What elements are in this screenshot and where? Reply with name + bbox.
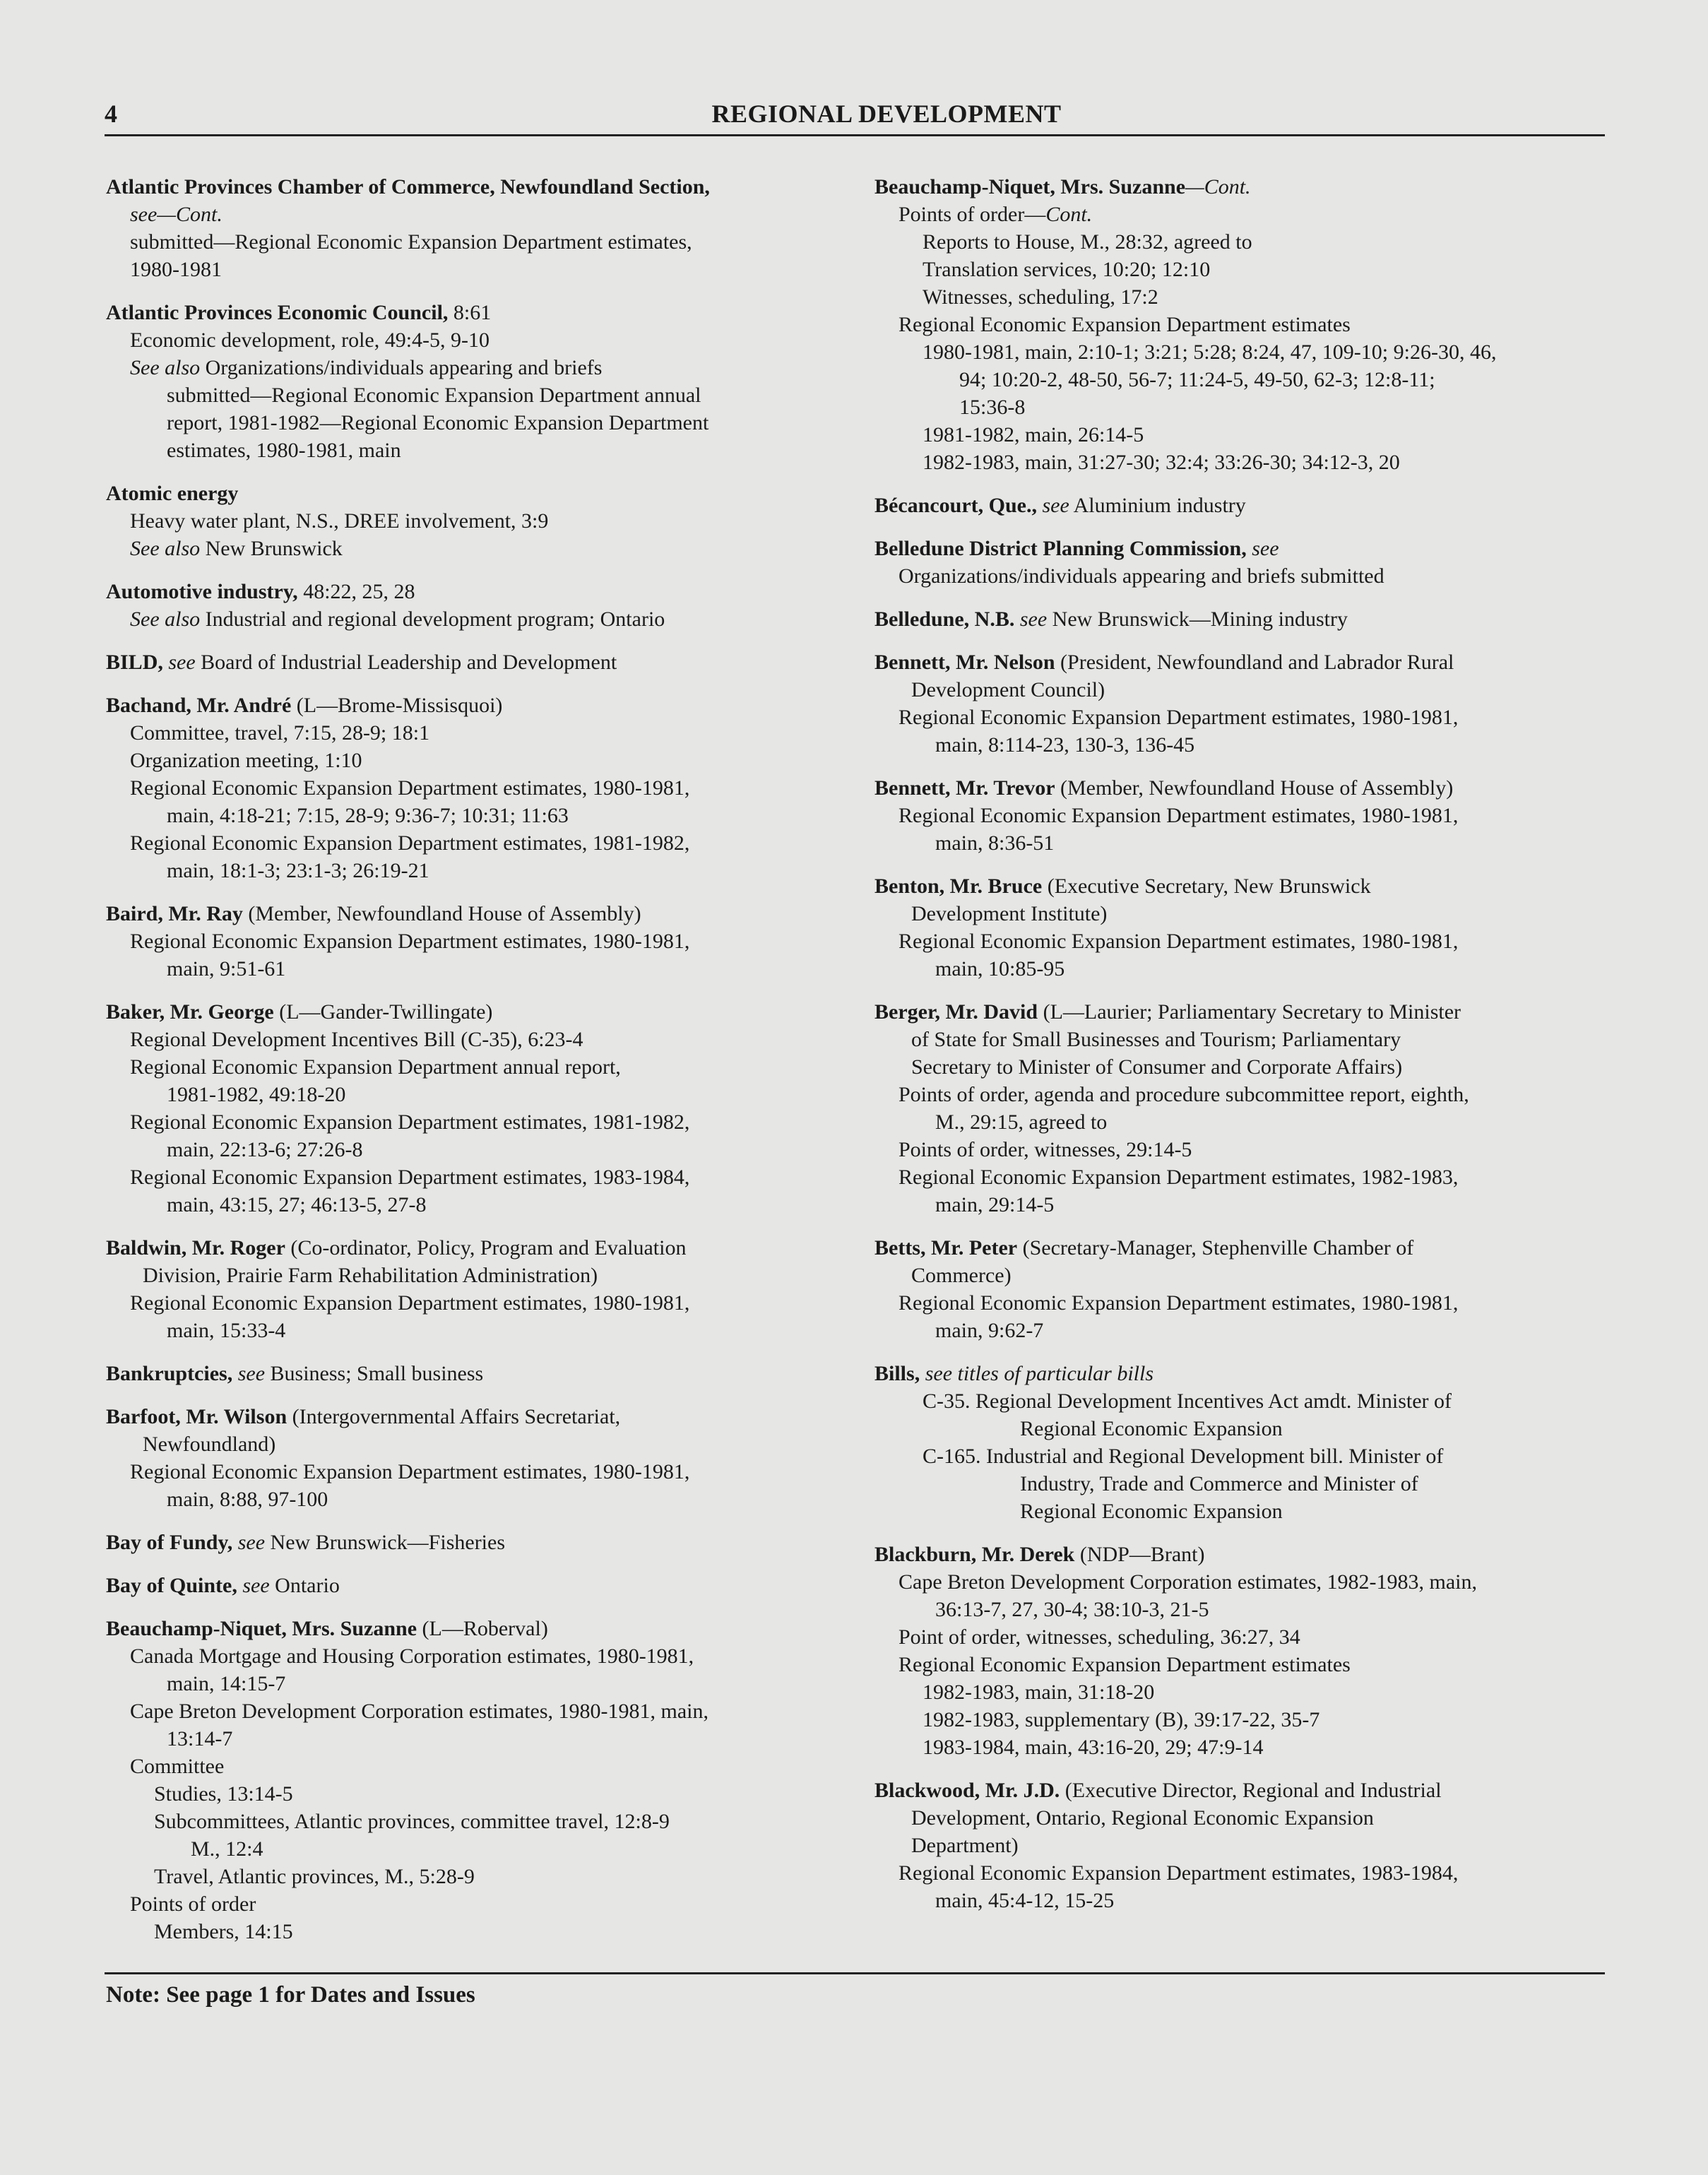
entry-text: Point of order, witnesses, scheduling, 36:27, 34 [899, 1625, 1300, 1649]
heading-term: BILD, [106, 651, 163, 674]
entry-text: main, 29:14-5 [935, 1193, 1055, 1216]
index-subentry [106, 1835, 819, 1863]
index-subentry [106, 1262, 819, 1289]
entry-text: (L—Laurier; Parliamentary Secretary to Minister [1038, 1000, 1461, 1024]
entry-text: submitted—Regional Economic Expansion Department estimates, [130, 230, 692, 254]
index-subentry [874, 676, 1588, 704]
index-subentry [106, 228, 819, 256]
entry-text: Members, 14:15 [154, 1920, 293, 1943]
index-entry [874, 1541, 1588, 1761]
index-heading [874, 1541, 1588, 1568]
heading-term: Baldwin, Mr. Roger [106, 1236, 285, 1260]
index-entry [106, 1360, 819, 1387]
index-subentry [106, 1458, 819, 1486]
heading-term: Bennett, Mr. Trevor [874, 776, 1055, 800]
entry-text: Newfoundland) [143, 1433, 276, 1456]
cross-reference-label: see [1246, 537, 1279, 560]
index-subentry [106, 409, 819, 437]
heading-term: Berger, Mr. David [874, 1000, 1038, 1024]
index-heading [106, 1572, 819, 1599]
index-subentry [106, 201, 819, 228]
index-entry [874, 605, 1588, 633]
entry-text: 15:36-8 [959, 396, 1026, 419]
running-title: REGIONAL DEVELOPMENT [711, 100, 1062, 128]
entry-text: 94; 10:20-2, 48-50, 56-7; 11:24-5, 49-50, 62-3; 12:8-11; [959, 368, 1435, 391]
index-subentry [874, 1317, 1588, 1344]
entry-text: (Executive Director, Regional and Industrial [1060, 1779, 1442, 1802]
heading-term: Bills, [874, 1362, 920, 1385]
entry-text: Regional Economic Expansion Department estimates, 1980-1981, [130, 1460, 690, 1483]
index-subentry [874, 311, 1588, 338]
entry-text: of State for Small Businesses and Tourism; Parliamentary [911, 1028, 1401, 1051]
entry-text: Development, Ontario, Regional Economic Expansion [911, 1806, 1374, 1830]
index-entry [106, 998, 819, 1219]
entry-text: report, 1981-1982—Regional Economic Expansion Department [167, 411, 709, 434]
index-subentry [874, 1651, 1588, 1678]
entry-text: main, 8:114-23, 130-3, 136-45 [935, 733, 1195, 757]
index-entry [874, 173, 1588, 476]
entry-text: Subcommittees, Atlantic provinces, committee travel, 12:8-9 [154, 1810, 670, 1833]
index-subentry [874, 393, 1588, 421]
entry-text: Board of Industrial Leadership and Development [195, 651, 617, 674]
entry-text: Department) [911, 1834, 1019, 1857]
index-subentry [874, 1191, 1588, 1219]
index-subentry [874, 1832, 1588, 1859]
index-column-right [874, 173, 1588, 1930]
index-heading [874, 774, 1588, 802]
index-subentry [106, 1890, 819, 1918]
index-entry [106, 578, 819, 633]
heading-term: Benton, Mr. Bruce [874, 875, 1043, 898]
index-subentry [874, 1108, 1588, 1136]
entry-text: Regional Economic Expansion Department estimates, 1980-1981, [899, 706, 1459, 729]
entry-text: Points of order, agenda and procedure subcommittee report, eighth, [899, 1083, 1469, 1106]
entry-text: Regional Economic Expansion Department annual report, [130, 1055, 621, 1079]
heading-term: Bachand, Mr. André [106, 694, 292, 717]
entry-text: Economic development, role, 49:4-5, 9-10 [130, 328, 490, 352]
index-heading [874, 1777, 1588, 1804]
entry-text: Organizations/individuals appearing and briefs submitted [899, 564, 1384, 588]
index-heading [874, 492, 1588, 519]
index-subentry [106, 1191, 819, 1219]
entry-text: Organizations/individuals appearing and briefs [200, 356, 603, 379]
index-heading [874, 535, 1588, 562]
index-subentry [874, 1415, 1588, 1442]
index-entry [106, 1234, 819, 1344]
index-subentry [874, 1596, 1588, 1623]
entry-text: Regional Economic Expansion Department estimates, 1980-1981, [899, 804, 1459, 827]
entry-text: 1982-1983, main, 31:27-30; 32:4; 33:26-30; 34:12-3, 20 [923, 451, 1400, 474]
entry-text: (Executive Secretary, New Brunswick [1042, 875, 1371, 898]
entry-text: New Brunswick [200, 537, 343, 560]
entry-text: C-165. Industrial and Regional Development bill. Minister of [923, 1445, 1444, 1468]
entry-text: estimates, 1980-1981, main [167, 439, 401, 462]
entry-text: New Brunswick—Fisheries [265, 1531, 506, 1554]
index-subentry [106, 829, 819, 857]
index-subentry [106, 955, 819, 983]
entry-text: Regional Development Incentives Bill (C-35), 6:23-4 [130, 1028, 583, 1051]
entry-text: Aluminium industry [1069, 494, 1246, 517]
index-subentry [106, 437, 819, 464]
entry-text: Regional Economic Expansion Department estimates [899, 313, 1351, 336]
index-subentry [106, 1642, 819, 1670]
heading-term: Blackburn, Mr. Derek [874, 1543, 1075, 1566]
entry-text: Regional Economic Expansion Department estimates [899, 1653, 1351, 1676]
index-subentry [106, 1053, 819, 1081]
entry-text: Development Council) [911, 678, 1105, 701]
index-subentry [874, 1623, 1588, 1651]
index-entry [874, 1234, 1588, 1344]
entry-text: (Intergovernmental Affairs Secretariat, [287, 1405, 621, 1428]
index-subentry [106, 1697, 819, 1725]
index-subentry [106, 719, 819, 747]
heading-term: Bennett, Mr. Nelson [874, 651, 1055, 674]
index-entry [874, 492, 1588, 519]
heading-term: Bécancourt, Que., [874, 494, 1037, 517]
index-entry [106, 692, 819, 884]
entry-text: Reports to House, M., 28:32, agreed to [923, 230, 1252, 254]
index-subentry [874, 1887, 1588, 1914]
entry-text: Translation services, 10:20; 12:10 [923, 258, 1211, 281]
entry-text: Regional Economic Expansion Department estimates, 1983-1984, [899, 1861, 1459, 1885]
index-entry [874, 535, 1588, 590]
index-entry [874, 1777, 1588, 1914]
entry-text: (President, Newfoundland and Labrador Rural [1055, 651, 1454, 674]
cross-reference-label: see [232, 1362, 266, 1385]
index-subentry [106, 1136, 819, 1163]
entry-text: main, 9:62-7 [935, 1319, 1044, 1342]
index-subentry [106, 381, 819, 409]
index-subentry [106, 1486, 819, 1513]
index-subentry [874, 1470, 1588, 1498]
entry-text: (L—Roberval) [417, 1617, 548, 1640]
index-subentry [106, 1725, 819, 1753]
entry-text: 1980-1981, main, 2:10-1; 3:21; 5:28; 8:24, 47, 109-10; 9:26-30, 46, [923, 340, 1497, 364]
index-heading [106, 648, 819, 676]
index-subentry [106, 802, 819, 829]
index-subentry [874, 366, 1588, 393]
index-subentry [874, 900, 1588, 928]
index-subentry [874, 1678, 1588, 1706]
heading-term: Beauchamp-Niquet, Mrs. Suzanne [106, 1617, 417, 1640]
index-entry [106, 1615, 819, 1945]
entry-text: Regional Economic Expansion Department estimates, 1983-1984, [130, 1166, 690, 1189]
entry-text: 36:13-7, 27, 30-4; 38:10-3, 21-5 [935, 1598, 1209, 1621]
index-subentry [106, 507, 819, 535]
index-subentry [106, 1863, 819, 1890]
index-subentry [874, 704, 1588, 731]
index-subentry [106, 535, 819, 562]
entry-text: (Member, Newfoundland House of Assembly) [242, 902, 641, 925]
index-subentry [106, 605, 819, 633]
index-subentry [874, 1289, 1588, 1317]
index-subentry [106, 1808, 819, 1835]
heading-term: Bay of Quinte, [106, 1574, 237, 1597]
index-subentry [106, 1430, 819, 1458]
entry-text: Industrial and regional development program; Ontario [200, 608, 665, 631]
index-entry [106, 1572, 819, 1599]
entry-text: Organization meeting, 1:10 [130, 749, 362, 772]
index-subentry [106, 256, 819, 283]
entry-text: M., 29:15, agreed to [935, 1110, 1108, 1134]
index-subentry [874, 1163, 1588, 1191]
entry-text: Commerce) [911, 1264, 1012, 1287]
cross-reference-label: see [232, 1531, 266, 1554]
index-entry [874, 774, 1588, 857]
entry-text: Regional Economic Expansion Department estimates, 1980-1981, [130, 930, 690, 953]
cross-reference-label: —Cont. [1185, 175, 1251, 198]
index-subentry [106, 1026, 819, 1053]
index-subentry [874, 1498, 1588, 1525]
entry-text: main, 10:85-95 [935, 957, 1065, 980]
index-subentry [874, 1442, 1588, 1470]
cross-reference-label: see [237, 1574, 270, 1597]
entry-text: Secretary to Minister of Consumer and Corporate Affairs) [911, 1055, 1403, 1079]
index-heading [106, 299, 819, 326]
index-subentry [106, 1317, 819, 1344]
index-heading [874, 998, 1588, 1026]
entry-text: (NDP—Brant) [1074, 1543, 1205, 1566]
index-heading [106, 480, 819, 507]
index-subentry [106, 1780, 819, 1808]
entry-text: (L—Gander-Twillingate) [273, 1000, 493, 1024]
page-number: 4 [105, 100, 117, 128]
index-heading [106, 1360, 819, 1387]
heading-term: Belledune District Planning Commission, [874, 537, 1247, 560]
heading-term: Atlantic Provinces Chamber of Commerce, Newfoundland Section, [106, 175, 710, 198]
cross-reference-label: see [162, 651, 196, 674]
index-heading [106, 692, 819, 719]
index-heading [874, 1360, 1588, 1387]
entry-text: Points of order, witnesses, 29:14-5 [899, 1138, 1192, 1161]
index-subentry [874, 829, 1588, 857]
entry-text: M., 12:4 [191, 1837, 263, 1861]
entry-text: Points of order— [899, 203, 1046, 226]
heading-term: Atlantic Provinces Economic Council, [106, 301, 449, 324]
entry-text: 1983-1984, main, 43:16-20, 29; 47:9-14 [923, 1736, 1264, 1759]
entry-text: 1980-1981 [130, 258, 222, 281]
heading-term: Barfoot, Mr. Wilson [106, 1405, 287, 1428]
index-subentry [106, 1753, 819, 1780]
entry-text: Business; Small business [265, 1362, 484, 1385]
entry-text: Canada Mortgage and Housing Corporation estimates, 1980-1981, [130, 1644, 694, 1668]
entry-text: main, 14:15-7 [167, 1672, 286, 1695]
entry-text: Cape Breton Development Corporation estimates, 1982-1983, main, [899, 1570, 1477, 1594]
index-heading [106, 173, 819, 201]
index-subentry [874, 1804, 1588, 1832]
index-heading [106, 1403, 819, 1430]
index-subentry [874, 1136, 1588, 1163]
index-subentry [106, 774, 819, 802]
entry-text: 1981-1982, 49:18-20 [167, 1083, 346, 1106]
entry-text: (Co-ordinator, Policy, Program and Evaluation [285, 1236, 687, 1260]
entry-text: Division, Prairie Farm Rehabilitation Administration) [143, 1264, 598, 1287]
entry-text: main, 9:51-61 [167, 957, 286, 980]
entry-text: (Member, Newfoundland House of Assembly) [1055, 776, 1454, 800]
entry-text: Regional Economic Expansion Department estimates, 1980-1981, [130, 776, 690, 800]
index-subentry [874, 1081, 1588, 1108]
index-entry [874, 998, 1588, 1219]
entry-text: C-35. Regional Development Incentives Act amdt. Minister of [923, 1389, 1452, 1413]
index-heading [106, 1529, 819, 1556]
index-subentry [874, 802, 1588, 829]
entry-text: 1981-1982, main, 26:14-5 [923, 423, 1144, 446]
entry-text: main, 8:36-51 [935, 831, 1055, 855]
continued-label: Cont. [1045, 203, 1093, 226]
index-subentry [874, 1387, 1588, 1415]
index-subentry [874, 338, 1588, 366]
entry-text: submitted—Regional Economic Expansion Department annual [167, 384, 701, 407]
heading-term: Blackwood, Mr. J.D. [874, 1779, 1060, 1802]
entry-text: 8:61 [448, 301, 492, 324]
entry-text: main, 45:4-12, 15-25 [935, 1889, 1115, 1912]
entry-text: main, 43:15, 27; 46:13-5, 27-8 [167, 1193, 427, 1216]
footer-rule [105, 1972, 1605, 1974]
cross-reference-label: See also [130, 537, 201, 560]
index-subentry [874, 256, 1588, 283]
index-entry [874, 1360, 1588, 1525]
index-subentry [874, 731, 1588, 759]
entry-text: New Brunswick—Mining industry [1047, 608, 1348, 631]
entry-text: main, 18:1-3; 23:1-3; 26:19-21 [167, 859, 429, 882]
index-subentry [106, 1670, 819, 1697]
cross-reference-label: see titles of particular bills [920, 1362, 1154, 1385]
index-column-left [106, 173, 819, 1961]
entry-text: main, 15:33-4 [167, 1319, 286, 1342]
entry-text: Regional Economic Expansion Department estimates, 1980-1981, [130, 1291, 690, 1315]
entry-text: main, 8:88, 97-100 [167, 1488, 328, 1511]
entry-text: Development Institute) [911, 902, 1108, 925]
entry-text: Studies, 13:14-5 [154, 1782, 293, 1806]
index-entry [106, 1529, 819, 1556]
entry-text: 13:14-7 [167, 1727, 233, 1750]
cross-reference-label: see—Cont. [130, 203, 223, 226]
heading-term: Atomic energy [106, 482, 239, 505]
entry-text: Regional Economic Expansion [1020, 1500, 1283, 1523]
entry-text: Witnesses, scheduling, 17:2 [923, 285, 1158, 309]
index-entry [106, 299, 819, 464]
entry-text: Points of order [130, 1892, 256, 1916]
index-subentry [874, 228, 1588, 256]
entry-text: Travel, Atlantic provinces, M., 5:28-9 [154, 1865, 475, 1888]
index-subentry [874, 562, 1588, 590]
cross-reference-label: See also [130, 356, 201, 379]
page-header [105, 97, 1605, 136]
entry-text: Ontario [269, 1574, 340, 1597]
index-heading [106, 1234, 819, 1262]
index-subentry [874, 955, 1588, 983]
index-subentry [874, 1053, 1588, 1081]
index-subentry [874, 201, 1588, 228]
index-heading [106, 1615, 819, 1642]
index-subentry [874, 1859, 1588, 1887]
entry-text: Cape Breton Development Corporation estimates, 1980-1981, main, [130, 1700, 708, 1723]
entry-text: Regional Economic Expansion Department estimates, 1981-1982, [130, 831, 690, 855]
heading-term: Beauchamp-Niquet, Mrs. Suzanne [874, 175, 1186, 198]
index-subentry [874, 1734, 1588, 1761]
heading-term: Bankruptcies, [106, 1362, 233, 1385]
index-subentry [874, 1706, 1588, 1734]
index-heading [874, 648, 1588, 676]
entry-text: 1982-1983, supplementary (B), 39:17-22, 35-7 [923, 1708, 1320, 1731]
entry-text: Committee, travel, 7:15, 28-9; 18:1 [130, 721, 430, 745]
index-entry [106, 900, 819, 983]
index-subentry [106, 747, 819, 774]
index-subentry [106, 1108, 819, 1136]
entry-text: main, 4:18-21; 7:15, 28-9; 9:36-7; 10:31; 11:63 [167, 804, 569, 827]
entry-text: Regional Economic Expansion [1020, 1417, 1283, 1440]
entry-text: Regional Economic Expansion Department estimates, 1981-1982, [130, 1110, 690, 1134]
footer-note: Note: See page 1 for Dates and Issues [106, 1982, 475, 2008]
entry-text: main, 22:13-6; 27:26-8 [167, 1138, 363, 1161]
index-subentry [874, 421, 1588, 449]
entry-text: (L—Brome-Missisquoi) [291, 694, 503, 717]
heading-term: Baker, Mr. George [106, 1000, 274, 1024]
index-subentry [874, 283, 1588, 311]
heading-term: Baird, Mr. Ray [106, 902, 243, 925]
index-subentry [874, 1026, 1588, 1053]
index-entry [106, 173, 819, 283]
index-heading [874, 173, 1588, 201]
index-subentry [106, 1163, 819, 1191]
index-entry [106, 648, 819, 676]
index-subentry [106, 1289, 819, 1317]
index-entry [874, 872, 1588, 983]
cross-reference-label: see [1014, 608, 1048, 631]
entry-text: 1982-1983, main, 31:18-20 [923, 1681, 1155, 1704]
heading-term: Betts, Mr. Peter [874, 1236, 1018, 1260]
index-entry [106, 1403, 819, 1513]
index-subentry [874, 449, 1588, 476]
cross-reference-label: See also [130, 608, 201, 631]
index-subentry [106, 928, 819, 955]
heading-term: Bay of Fundy, [106, 1531, 233, 1554]
entry-text: Regional Economic Expansion Department estimates, 1982-1983, [899, 1166, 1459, 1189]
entry-text: Regional Economic Expansion Department estimates, 1980-1981, [899, 1291, 1459, 1315]
index-entry [106, 480, 819, 562]
index-entry [874, 648, 1588, 759]
index-subentry [874, 1568, 1588, 1596]
index-subentry [106, 354, 819, 381]
index-subentry [874, 928, 1588, 955]
index-subentry [106, 1918, 819, 1945]
index-heading [106, 578, 819, 605]
index-subentry [874, 1262, 1588, 1289]
index-subentry [106, 326, 819, 354]
index-heading [874, 1234, 1588, 1262]
entry-text: Heavy water plant, N.S., DREE involvement, 3:9 [130, 509, 549, 533]
index-subentry [106, 857, 819, 884]
entry-text: Regional Economic Expansion Department estimates, 1980-1981, [899, 930, 1459, 953]
entry-text: (Secretary-Manager, Stephenville Chamber of [1017, 1236, 1414, 1260]
index-subentry [106, 1081, 819, 1108]
heading-term: Automotive industry, [106, 580, 298, 603]
entry-text: Committee [130, 1755, 225, 1778]
entry-text: Industry, Trade and Commerce and Minister of [1020, 1472, 1418, 1495]
heading-term: Belledune, N.B. [874, 608, 1015, 631]
index-heading [106, 900, 819, 928]
index-heading [106, 998, 819, 1026]
cross-reference-label: see [1036, 494, 1069, 517]
entry-text: 48:22, 25, 28 [297, 580, 415, 603]
index-heading [874, 872, 1588, 900]
index-heading [874, 605, 1588, 633]
